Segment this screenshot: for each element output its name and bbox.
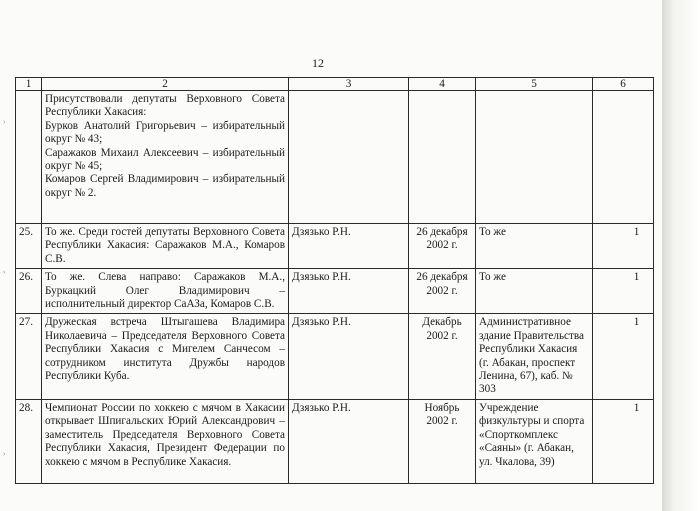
row-author: Дзязько Р.Н.: [289, 269, 409, 314]
table-row: [16, 399, 654, 483]
row-number: 26.: [16, 269, 42, 314]
row-number: 28.: [16, 399, 42, 483]
column-header: 3: [289, 78, 409, 91]
row-description: [42, 91, 289, 224]
binding-mark: ›: [3, 450, 6, 458]
row-author: Дзязько Р.Н.: [289, 399, 409, 483]
row-number: 25.: [16, 224, 42, 269]
row-date: 26 декабря 2002 г.: [409, 224, 476, 269]
archive-table: [15, 77, 654, 484]
row-author: Дзязько Р.Н.: [289, 314, 409, 399]
row-place: [476, 91, 593, 224]
column-header: 5: [476, 78, 593, 91]
header-row: [16, 78, 654, 91]
description-line: Саражаков Михаил Алексеевич – избирательный округ № 45;: [45, 146, 285, 173]
row-quantity: 1: [593, 224, 654, 269]
column-header: 6: [593, 78, 654, 91]
binding-mark: ›: [3, 118, 6, 126]
binding-mark: ›: [3, 268, 6, 276]
row-place: То же: [476, 224, 593, 269]
table-row: [16, 269, 654, 314]
row-place: Учреждение физкультуры и спорта «Спорткомплекс «Саяны» (г. Абакан, ул. Чкалова, 39): [476, 399, 593, 483]
row-date: Декабрь 2002 г.: [409, 314, 476, 399]
table-row: [16, 91, 654, 224]
row-place: То же: [476, 269, 593, 314]
row-quantity: [593, 91, 654, 224]
row-number: 27.: [16, 314, 42, 399]
description-line: Бурков Анатолий Григорьевич – избирательный округ № 43;: [45, 119, 285, 146]
column-header: 2: [42, 78, 289, 91]
row-description: Чемпионат России по хоккею с мячом в Хакасии открывает Шпигальских Юрий Александрович – заместитель Председателя Верховного Совета Республики Хакасия, Президент Федерации по хоккею с мячом в Республике Хакасия.: [42, 399, 289, 483]
row-place: Административное здание Правительства Республики Хакасия (г. Абакан, проспект Ленина, 67), каб. № 303: [476, 314, 593, 399]
column-header: 1: [16, 78, 42, 91]
row-date: 26 декабря 2002 г.: [409, 269, 476, 314]
description-line: Присутствовали депутаты Верховного Совета Республики Хакасия:: [45, 93, 285, 119]
row-author: Дзязько Р.Н.: [289, 224, 409, 269]
column-header: 4: [409, 78, 476, 91]
row-number: [16, 91, 42, 224]
scan-margin: [662, 0, 700, 511]
row-author: [289, 91, 409, 224]
description-line: Комаров Сергей Владимирович – избирательный округ № 2.: [45, 173, 285, 199]
row-description: Дружеская встреча Штыгашева Владимира Николаевича – Председателя Верховного Совета Республики Хакасия с Мигелем Санчесом – сотрудником института Дружбы народов Республики Куба.: [42, 314, 289, 399]
page-number: 12: [312, 56, 324, 70]
table-row: [16, 224, 654, 269]
row-quantity: 1: [593, 399, 654, 483]
row-date: Ноябрь 2002 г.: [409, 399, 476, 483]
row-quantity: 1: [593, 314, 654, 399]
row-date: [409, 91, 476, 224]
table-row: [16, 314, 654, 399]
row-description: То же. Слева направо: Саражаков М.А., Буркацкий Олег Владимирович – исполнительный директор СаАЗа, Комаров С.В.: [42, 269, 289, 314]
row-quantity: 1: [593, 269, 654, 314]
row-description: То же. Среди гостей депутаты Верховного Совета Республики Хакасия: Саражаков М.А., Комаров С.В.: [42, 224, 289, 269]
